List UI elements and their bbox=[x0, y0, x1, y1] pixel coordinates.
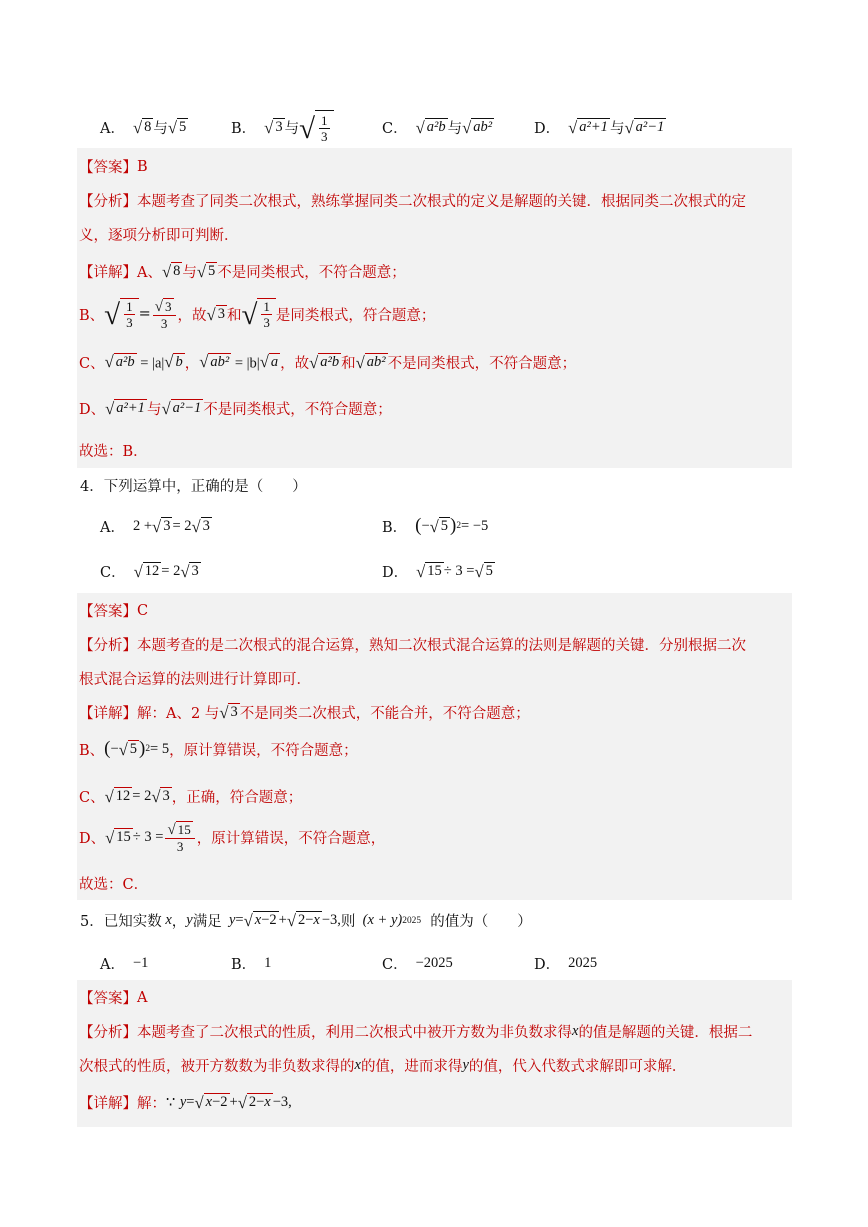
q3-options bbox=[100, 107, 800, 147]
option-label: D． bbox=[534, 956, 561, 973]
q3-option-a: A． √ 8 与 √ 5 bbox=[100, 117, 187, 137]
numerator: 1 bbox=[320, 113, 328, 128]
radicand: 5 bbox=[179, 118, 187, 135]
q3-detail-b: B、 √ $\frac{1}{3}$ = √ 3 3 ，故 √ 3 和 √ $\frac{1}{3}$ 是同类根式，符合题意； bbox=[79, 298, 436, 332]
detail-text: ，原计算错误，不符合题意； bbox=[169, 742, 358, 759]
q3-option-d: D． √ a²+1 与 √ a²−1 bbox=[534, 117, 665, 137]
detail-text: 解： bbox=[137, 1096, 166, 1112]
analysis-text: 本题考查的是二次根式的混合运算，熟知二次根式混合运算的法则是解题的关键．分别根据二次 bbox=[137, 638, 746, 654]
q3-analysis-line-1 bbox=[79, 190, 746, 211]
option-label: B． bbox=[231, 956, 257, 973]
q4-detail-d: D、 √ 15 ÷ 3 = √ 15 3 ，原计算错误，不符合题意， bbox=[79, 821, 386, 854]
radicand: a²b bbox=[426, 118, 446, 135]
analysis-text: 根式混合运算的法则进行计算即可． bbox=[79, 672, 311, 688]
detail-tag: 【详解】 bbox=[79, 1096, 137, 1112]
q4-detail-b: B、 ( − √ 5 ) 2 = 5 ，原计算错误，不符合题意； bbox=[79, 738, 358, 759]
q5-option-d bbox=[534, 943, 597, 983]
q3-choose bbox=[79, 440, 148, 461]
q4-detail-a: 【详解】 解：A、2 与 √ 3 不是同类二次根式，不能合并，不符合题意； bbox=[79, 703, 530, 723]
q5-stem: 5．已知实数 x ， y 满足 y = √ x−2 + √ 2−x −3, 则 (x + y) 2025 的值为（ ） bbox=[80, 911, 532, 931]
q3-detail-c: C、 √ a²b = |a| √ b ， √ ab² = |b| √ a ，故 √ a²b 和 √ ab² 不是同类根式，不符合题意； bbox=[79, 352, 577, 373]
q4-analysis-line-2 bbox=[79, 668, 311, 689]
q4-solution-block bbox=[77, 593, 792, 900]
analysis-text: 本题考查了二次根式的性质，利用二次根式中被开方数为非负数求得 bbox=[137, 1025, 572, 1041]
answer-tag: 【答案】 bbox=[79, 991, 137, 1007]
q4-option-b: B． ( − √ 5 ) 2 = −5 bbox=[382, 515, 489, 536]
detail-tag: 【详解】 bbox=[79, 265, 137, 281]
q3-answer-line bbox=[79, 156, 148, 177]
q5-detail: 【详解】 解： ∵ y = √ x−2 + √ 2−x −3, bbox=[79, 1093, 292, 1113]
q4-detail-c: C、 √ 12 = 2 √ 3 ，正确，符合题意； bbox=[79, 787, 303, 807]
denominator: 3 bbox=[320, 129, 328, 144]
q3-option-c: C． √ a²b 与 √ ab² bbox=[382, 117, 493, 137]
q4-option-a: A． 2 + √ 3 = 2 √ 3 bbox=[100, 516, 210, 536]
analysis-tag: 【分析】 bbox=[79, 1025, 137, 1041]
q3-analysis-line-2 bbox=[79, 224, 239, 245]
option-value: 2025 bbox=[568, 954, 598, 971]
conjunction: 与 bbox=[153, 120, 168, 137]
q5-answer-line bbox=[79, 987, 147, 1008]
question-text: 4．下列运算中，正确的是（ ） bbox=[80, 479, 307, 495]
q4-options-row-2 bbox=[100, 551, 800, 591]
answer-value: C bbox=[137, 602, 149, 619]
conjunction: 与 bbox=[609, 120, 625, 137]
question-text: 的值为（ ） bbox=[430, 914, 532, 930]
q4-analysis-line-1 bbox=[79, 634, 746, 655]
q4-answer-line bbox=[79, 600, 148, 621]
detail-text: 不是同类根式，不符合题意； bbox=[217, 265, 406, 281]
option-label: A． bbox=[100, 956, 125, 973]
choose-text: 故选：B． bbox=[79, 444, 148, 460]
detail-text: 是同类根式，符合题意； bbox=[275, 307, 436, 324]
q3-solution-block bbox=[77, 148, 792, 468]
detail-text: ，正确，符合题意； bbox=[171, 790, 303, 806]
q3-option-b: B． √ 3 与 √ $\frac{1}{3}$ bbox=[231, 107, 334, 147]
q5-analysis-line-2: 次根式的性质，被开方数数为非负数求得的 x 的值，进而求得 y 的值，代入代数式求解即可求解． bbox=[79, 1057, 687, 1075]
q5-options bbox=[100, 943, 800, 983]
option-label: A． bbox=[100, 120, 125, 137]
detail-text: 不是同类二次根式，不能合并，不符合题意； bbox=[239, 706, 530, 722]
q3-detail-a: 【详解】 A、 √ 8 与 √ 5 不是同类根式，不符合题意； bbox=[79, 262, 406, 282]
choose-text: 故选：C． bbox=[79, 877, 149, 893]
q4-stem bbox=[80, 475, 307, 496]
option-label: C． bbox=[382, 956, 408, 973]
option-value: 1 bbox=[264, 954, 272, 971]
q5-analysis-line-1: 【分析】 本题考查了二次根式的性质，利用二次根式中被开方数为非负数求得 x 的值是解题的关键．根据二 bbox=[79, 1023, 753, 1041]
option-label: C． bbox=[382, 120, 408, 137]
option-label: B． bbox=[231, 120, 257, 137]
analysis-text: 的值，进而求得 bbox=[360, 1059, 463, 1075]
detail-text: 不是同类根式，不符合题意； bbox=[203, 402, 392, 418]
radicand: ab² bbox=[473, 118, 493, 135]
q5-option-a bbox=[100, 943, 148, 983]
q5-option-b bbox=[231, 943, 271, 983]
question-text: 则 bbox=[340, 914, 356, 930]
q4-choose bbox=[79, 873, 148, 894]
question-text: 满足 bbox=[192, 914, 222, 930]
answer-value: B bbox=[137, 158, 148, 175]
analysis-tag: 【分析】 bbox=[79, 638, 137, 654]
analysis-tag: 【分析】 bbox=[79, 194, 137, 210]
analysis-text: 次根式的性质，被开方数数为非负数求得的 bbox=[79, 1059, 355, 1075]
analysis-text: 的值是解题的关键．根据二 bbox=[578, 1025, 753, 1041]
detail-text: 解：A、2 与 bbox=[137, 706, 220, 722]
radicand: a²+1 bbox=[579, 118, 608, 135]
question-text: 5．已知实数 bbox=[80, 914, 162, 930]
option-value: −1 bbox=[132, 954, 149, 971]
detail-tag: 【详解】 bbox=[79, 706, 137, 722]
radicand: 8 bbox=[144, 118, 152, 135]
answer-value: A bbox=[137, 989, 148, 1006]
option-label: D． bbox=[534, 120, 561, 137]
q3-detail-d: D、 √ a²+1 与 √ a²−1 不是同类根式，不符合题意； bbox=[79, 399, 392, 419]
radicand: a²−1 bbox=[635, 118, 665, 135]
analysis-text: 本题考查了同类二次根式，熟练掌握同类二次根式的定义是解题的关键．根据同类二次根式的定 bbox=[137, 194, 746, 210]
conjunction: 与 bbox=[447, 120, 463, 137]
radicand: 3 bbox=[275, 118, 283, 135]
detail-text: ，原计算错误，不符合题意， bbox=[196, 830, 386, 847]
analysis-text: 义，逐项分析即可判断． bbox=[79, 228, 239, 244]
q5-option-c bbox=[382, 943, 453, 983]
q5-solution-block bbox=[77, 980, 792, 1127]
q4-options-row-1 bbox=[100, 506, 800, 546]
option-value: −2025 bbox=[415, 954, 453, 971]
conjunction: 与 bbox=[284, 120, 300, 137]
q4-option-d: D． √ 15 ÷ 3 = √ 5 bbox=[382, 561, 493, 581]
answer-tag: 【答案】 bbox=[79, 160, 137, 176]
analysis-text: 的值，代入代数式求解即可求解． bbox=[468, 1059, 687, 1075]
detail-text: 不是同类根式，不符合题意； bbox=[387, 356, 577, 372]
q4-option-c: C． √ 12 = 2 √ 3 bbox=[100, 561, 199, 581]
answer-tag: 【答案】 bbox=[79, 604, 137, 620]
